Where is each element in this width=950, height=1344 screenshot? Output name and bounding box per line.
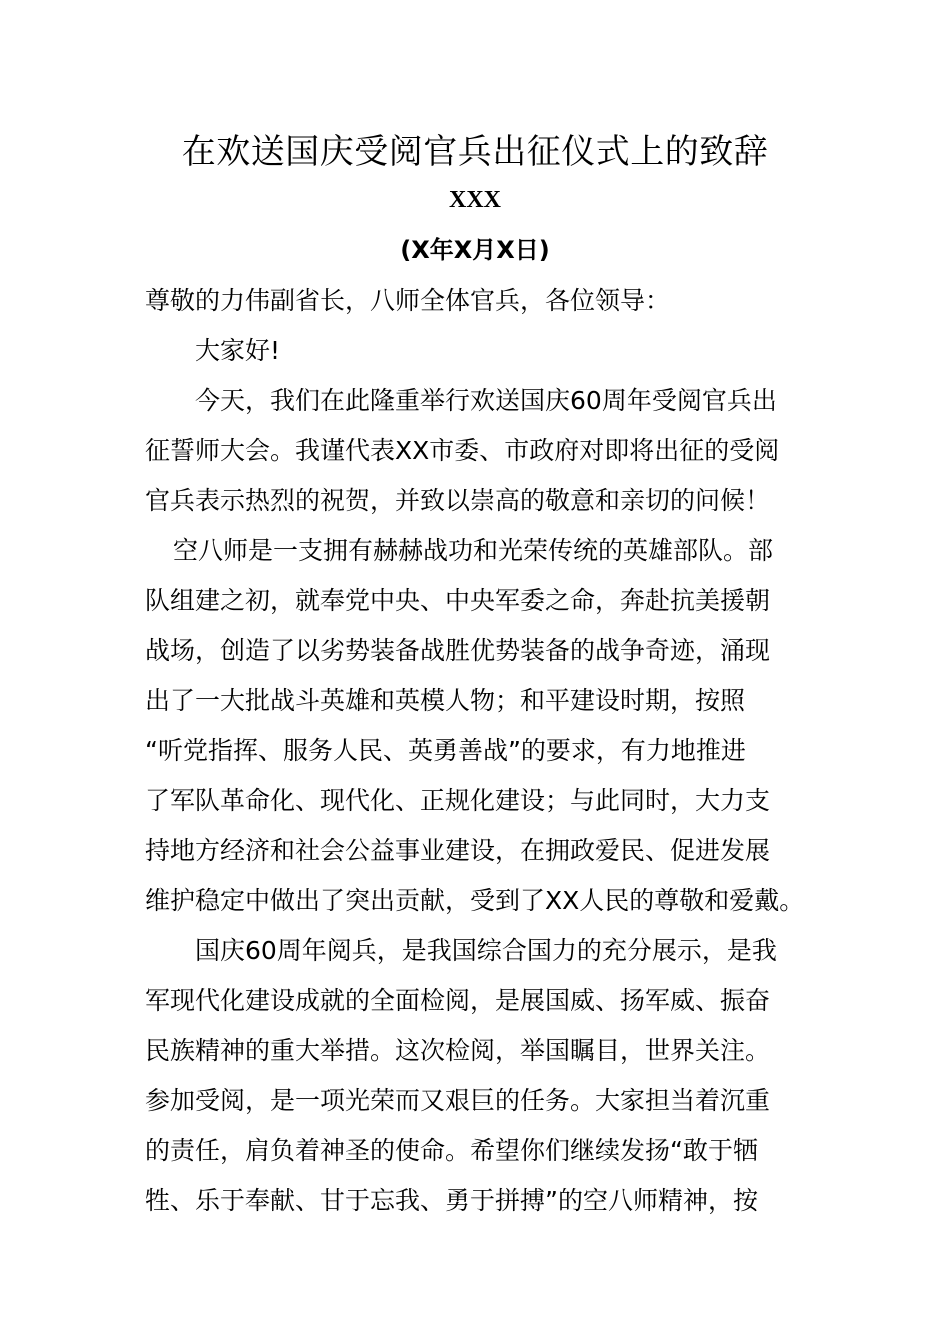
document-date: (X年X月X日) (400, 236, 550, 264)
paragraph-line: 军现代化建设成就的全面检阅，是展国威、扬军威、振奋 (145, 986, 771, 1015)
salutation: 尊敬的力伟副省长，八师全体官兵，各位领导： (145, 286, 671, 315)
paragraph-line: 维护稳定中做出了突出贡献，受到了XX人民的尊敬和爱戴。 (145, 886, 805, 915)
paragraph-line: 征誓师大会。我谨代表XX市委、市政府对即将出征的受阅 (145, 436, 780, 465)
paragraph-line: 战场，创造了以劣势装备战胜优势装备的战争奇迹，涌现 (145, 636, 771, 665)
greeting: 大家好! (195, 336, 281, 365)
paragraph-line: 民族精神的重大举措。这次检阅，举国瞩目，世界关注。 (145, 1036, 771, 1065)
paragraph-line: 官兵表示热烈的祝贺，并致以崇高的敬意和亲切的问候！ (145, 486, 771, 515)
document-title: 在欢送国庆受阅官兵出征仪式上的致辞 (181, 132, 769, 172)
paragraph-line: 的责任，肩负着神圣的使命。希望你们继续发扬“敢于牺 (145, 1136, 758, 1165)
paragraph-line: 了军队革命化、现代化、正规化建设；与此同时，大力支 (145, 786, 771, 815)
document-author: XXX (449, 187, 501, 213)
paragraph-line: 国庆60周年阅兵，是我国综合国力的充分展示，是我 (195, 936, 777, 965)
paragraph-line: 空八师是一支拥有赫赫战功和光荣传统的英雄部队。部 (173, 536, 774, 565)
paragraph-line: 持地方经济和社会公益事业建设，在拥政爱民、促进发展 (145, 836, 771, 865)
paragraph-line: “听党指挥、服务人民、英勇善战”的要求，有力地推进 (145, 736, 746, 765)
document-body (145, 276, 815, 1226)
paragraph-line: 牲、乐于奉献、甘于忘我、勇于拼搏”的空八师精神，按 (145, 1186, 758, 1215)
paragraph-line: 队组建之初，就奉党中央、中央军委之命，奔赴抗美援朝 (145, 586, 771, 615)
paragraph-line: 参加受阅，是一项光荣而又艰巨的任务。大家担当着沉重 (145, 1086, 771, 1115)
paragraph-line: 今天，我们在此隆重举行欢送国庆60周年受阅官兵出 (195, 386, 777, 415)
paragraph-line: 出了一大批战斗英雄和英模人物；和平建设时期，按照 (145, 686, 746, 715)
